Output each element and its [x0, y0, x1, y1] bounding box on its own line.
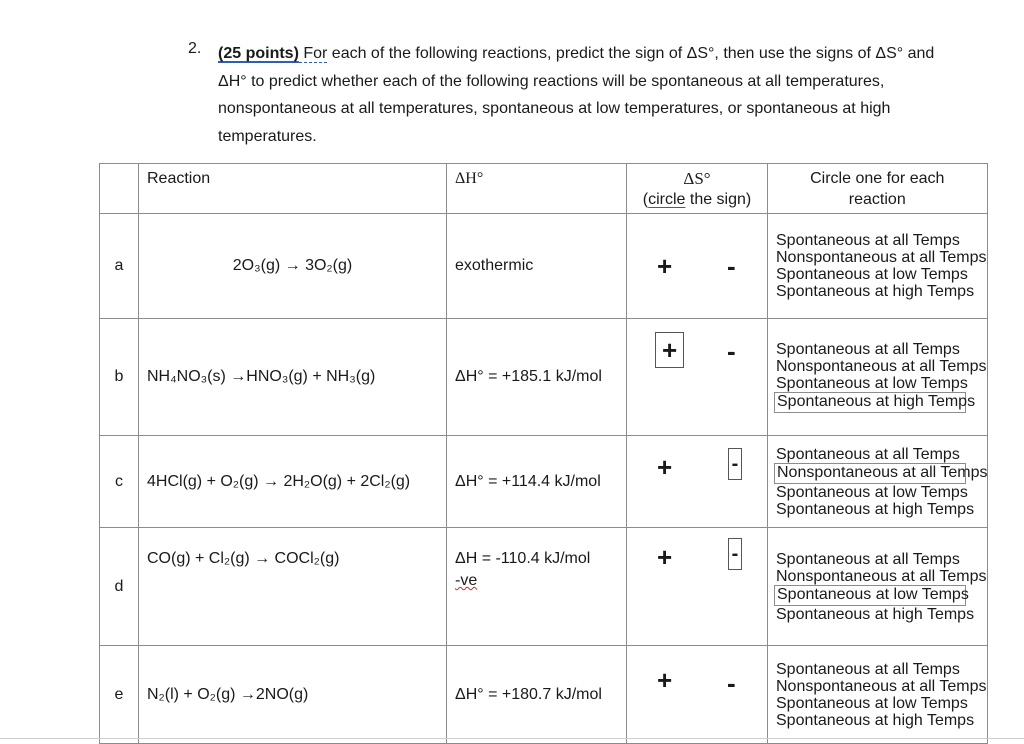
question-for: For	[298, 45, 328, 62]
row-letter: e	[100, 646, 139, 744]
points-label: (25 points)	[218, 45, 299, 62]
table-row	[100, 436, 988, 528]
minus-sign[interactable]: -	[727, 336, 736, 366]
header-circle-line1: Circle one for each	[810, 170, 945, 187]
page-edge-divider	[0, 738, 1024, 739]
row-letter: d	[100, 528, 139, 646]
option-low[interactable]: Spontaneous at low Temps	[776, 266, 968, 283]
row-letter: a	[100, 214, 139, 319]
delta-h-value: ΔH° = +114.4 kJ/mol	[447, 436, 627, 528]
ds-paren: (	[642, 191, 649, 208]
option-high[interactable]: Spontaneous at high Temps	[776, 500, 975, 518]
minus-sign-circled[interactable]: -	[728, 538, 742, 570]
header-ds	[627, 164, 768, 214]
header-reaction: Reaction	[139, 164, 447, 214]
option-low[interactable]: Spontaneous at low Temps	[776, 694, 968, 712]
sign-cell	[627, 319, 768, 436]
reaction-equation: NH₄NO₃(s) →HNO₃(g) + NH₃(g)	[139, 319, 447, 436]
plus-sign[interactable]: +	[657, 665, 673, 695]
option-low[interactable]: Spontaneous at low Temps	[776, 483, 968, 501]
option-high[interactable]: Spontaneous at high Temps	[776, 605, 975, 623]
options-cell	[768, 646, 988, 744]
row-letter: b	[100, 319, 139, 436]
plus-sign[interactable]: +	[657, 542, 673, 572]
sign-cell	[627, 646, 768, 744]
question-number: 2.	[188, 40, 202, 57]
option-non[interactable]: Nonspontaneous at all Temps	[776, 249, 987, 266]
delta-h-cell	[447, 528, 627, 646]
option-all[interactable]: Spontaneous at all Temps	[776, 341, 960, 358]
ds-circle-word: circle	[648, 191, 686, 208]
reaction-equation: 4HCl(g) + O₂(g) → 2H₂O(g) + 2Cl₂(g)	[139, 436, 447, 528]
delta-h-value: ΔH° = +185.1 kJ/mol	[447, 319, 627, 436]
table-row	[100, 646, 988, 744]
header-circle-line2: reaction	[848, 191, 906, 208]
header-row	[100, 164, 988, 214]
plus-sign-circled[interactable]: +	[655, 332, 684, 368]
option-low[interactable]: Spontaneous at low Temps	[776, 375, 968, 392]
option-all[interactable]: Spontaneous at all Temps	[776, 550, 960, 568]
option-low-circled[interactable]: Spontaneous at low Temps	[774, 585, 966, 606]
options-cell	[768, 319, 988, 436]
sign-cell	[627, 436, 768, 528]
reaction-equation: CO(g) + Cl₂(g) → COCl₂(g)	[139, 528, 447, 646]
delta-h-value: ΔH° = +180.7 kJ/mol	[447, 646, 627, 744]
option-high[interactable]: Spontaneous at high Temps	[776, 711, 975, 729]
options-cell	[768, 436, 988, 528]
sign-cell	[627, 528, 768, 646]
option-non[interactable]: Nonspontaneous at all Temps	[776, 567, 987, 585]
delta-h-value: ΔH = -110.4 kJ/mol	[455, 550, 591, 567]
question-body: each of the following reactions, predict the sign of ΔS°, then use the signs of ΔS° and ΔH° to predict whether each of the following reactions will be spontaneous at all temperatures, nonspontaneous at all temperatures, spontaneous at low temperatures, or spontaneous at high temperatures.	[218, 45, 935, 145]
reaction-table	[99, 163, 988, 744]
header-empty	[100, 164, 139, 214]
table-row	[100, 214, 988, 319]
ds-sign-word: the sign)	[685, 191, 752, 208]
plus-sign[interactable]: +	[657, 251, 673, 281]
delta-h-note: -ve	[455, 572, 478, 589]
header-ds-sub	[627, 189, 767, 210]
option-non[interactable]: Nonspontaneous at all Temps	[776, 358, 987, 375]
option-non[interactable]: Nonspontaneous at all Temps	[776, 677, 987, 695]
minus-sign-circled[interactable]: -	[728, 448, 742, 480]
header-dh: ΔH°	[447, 164, 627, 214]
option-high[interactable]: Spontaneous at high Temps	[776, 283, 975, 300]
table-row	[100, 528, 988, 646]
reaction-equation: N₂(l) + O₂(g) →2NO(g)	[139, 646, 447, 744]
option-high-circled[interactable]: Spontaneous at high Temps	[774, 392, 966, 413]
header-circle	[768, 164, 988, 214]
delta-h-value: exothermic	[447, 214, 627, 319]
options-cell	[768, 528, 988, 646]
row-letter: c	[100, 436, 139, 528]
question-text	[218, 40, 938, 150]
reaction-equation: 2O₃(g) → 3O₂(g)	[139, 214, 447, 319]
sign-cell	[627, 214, 768, 319]
minus-sign[interactable]: -	[727, 668, 736, 698]
minus-sign[interactable]: -	[727, 251, 736, 281]
option-all[interactable]: Spontaneous at all Temps	[776, 660, 960, 678]
table-row	[100, 319, 988, 436]
option-all[interactable]: Spontaneous at all Temps	[776, 445, 960, 463]
header-ds-symbol: ΔS°	[683, 169, 711, 188]
plus-sign[interactable]: +	[657, 452, 673, 482]
options-cell	[768, 214, 988, 319]
option-all[interactable]: Spontaneous at all Temps	[776, 232, 960, 249]
option-non-circled[interactable]: Nonspontaneous at all Temps	[774, 463, 966, 484]
